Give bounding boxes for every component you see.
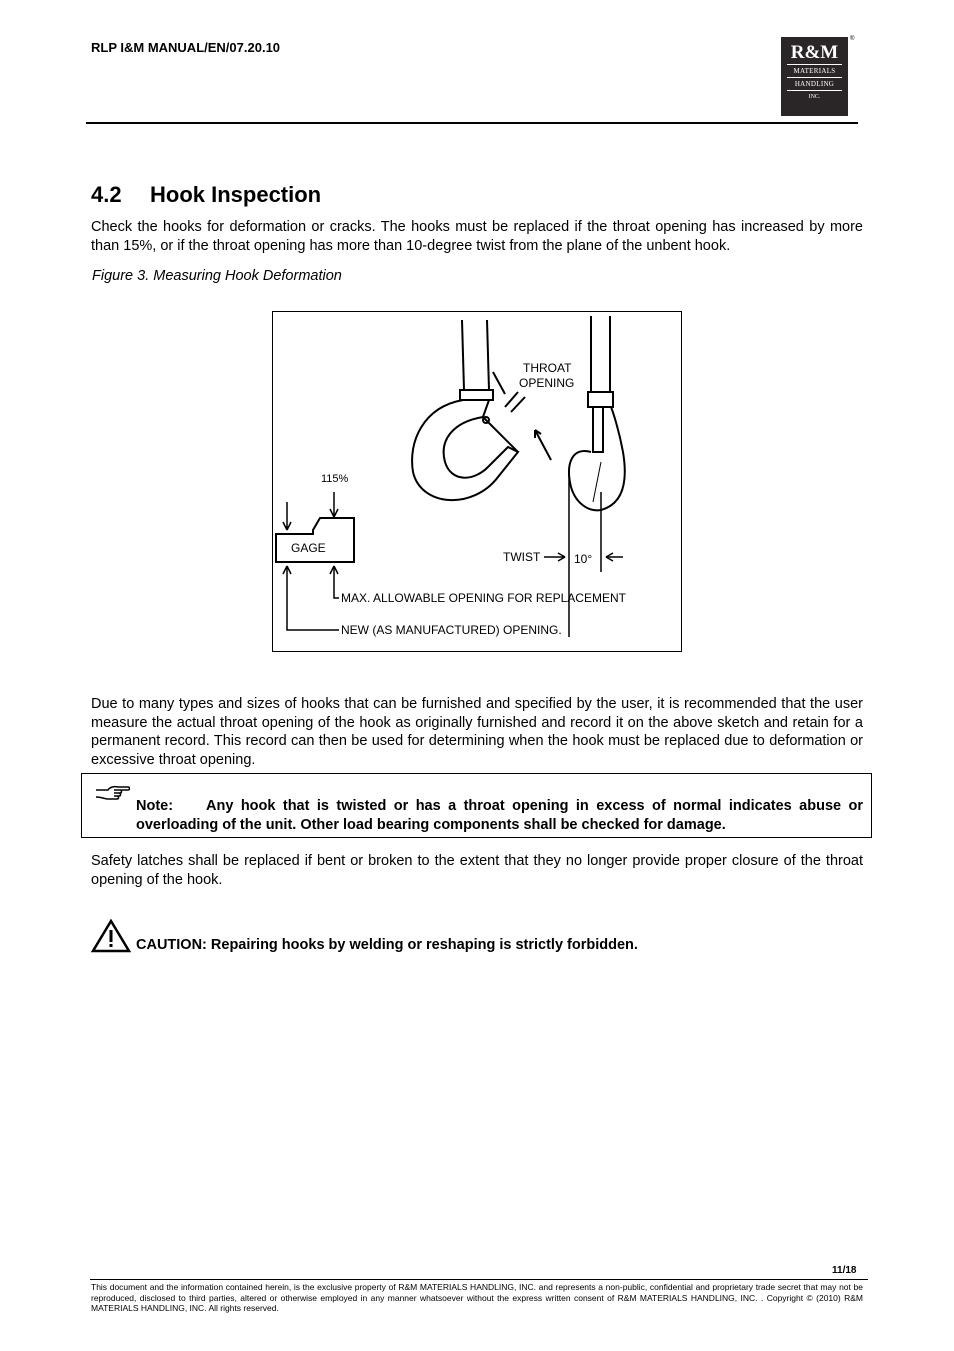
label-throat: THROAT (523, 361, 572, 375)
label-twist: TWIST (503, 550, 541, 564)
throat-arrow (535, 430, 551, 460)
intro-paragraph: Check the hooks for deformation or cracks. The hooks must be replaced if the throat opening has increased by more than 15%, or if the throat opening has more than 10-degree twist from the plane of the unbent hook. (91, 219, 863, 254)
hook-deformation-figure (272, 311, 682, 652)
pointing-hand-icon (94, 784, 130, 809)
logo-divider (787, 77, 842, 78)
new-leader (287, 566, 339, 630)
footer-rule (90, 1279, 868, 1280)
hook-diagram (273, 312, 681, 651)
label-gage: GAGE (291, 541, 326, 555)
side-collar (588, 392, 613, 407)
side-shank (591, 316, 610, 392)
section-number: 4.2 (91, 182, 122, 207)
document-code: RLP I&M MANUAL/EN/07.20.10 (91, 40, 281, 55)
label-new-opening: NEW (AS MANUFACTURED) OPENING. (341, 623, 562, 637)
label-10-degree: 10° (574, 552, 593, 566)
throat-pointer (493, 372, 505, 394)
safety-latch-paragraph: Safety latches shall be replaced if bent or broken to the extent that they no longer provide proper closure of the throat opening of the hook. (91, 853, 863, 888)
throat-leader (505, 392, 525, 412)
note-label: Note: (136, 798, 174, 814)
hook-collar (460, 390, 493, 400)
legal-footer: This document and the information contained herein, is the exclusive property of R&M MATERIALS HANDLING, INC. and represents a non-public, confidential and proprietary trade secret that may not be reproduced, disclosed to third parties, altered or otherwise employed in any manner whatsoever without the express written consent of R&M MATERIALS HANDLING, INC. . Copyright © (2010) R&M MATERIALS HANDLING, INC. All rights reserved. (91, 1282, 863, 1313)
gage-arrow-right (330, 492, 338, 517)
label-opening: OPENING (519, 376, 575, 390)
warning-icon (91, 919, 131, 958)
note-text (136, 797, 863, 835)
note-body: Any hook that is twisted or has a throat opening in excess of normal indicates abuse or overloading of the unit. Other load bearing components shall be checked for damage. (136, 798, 863, 833)
section-title: Hook Inspection (150, 182, 322, 207)
company-logo (781, 37, 848, 116)
logo-line-1: MATERIALS (793, 67, 836, 75)
label-115-percent: 115% (321, 473, 349, 485)
measurement-paragraph: Due to many types and sizes of hooks that can be furnished and specified by the user, it is recommended that the user measure the actual throat opening of the hook as originally furnished and record it on the above sketch and retain for a permanent record. This record can then be used for determining when the hook must be replaced due to deformation or excessive throat opening. (91, 696, 863, 768)
hook-body (412, 400, 518, 500)
gage-arrow-left (283, 502, 291, 530)
logo-brand: R&M (790, 42, 839, 63)
logo-divider (787, 64, 842, 65)
side-hook-body (569, 407, 625, 510)
caution-text: CAUTION: Repairing hooks by welding or reshaping is strictly forbidden. (136, 937, 638, 953)
page-number: 11/18 (832, 1265, 857, 1276)
logo-line-2: HANDLING (794, 80, 835, 88)
section-heading (91, 182, 321, 208)
logo-divider (787, 90, 842, 91)
label-max-allowable: MAX. ALLOWABLE OPENING FOR REPLACEMENT (341, 591, 626, 605)
hook-shank (462, 320, 489, 390)
registered-mark: ® (850, 36, 855, 42)
figure-caption: Figure 3. Measuring Hook Deformation (92, 268, 342, 284)
logo-line-3: INC. (808, 94, 821, 100)
header-rule (86, 122, 858, 124)
